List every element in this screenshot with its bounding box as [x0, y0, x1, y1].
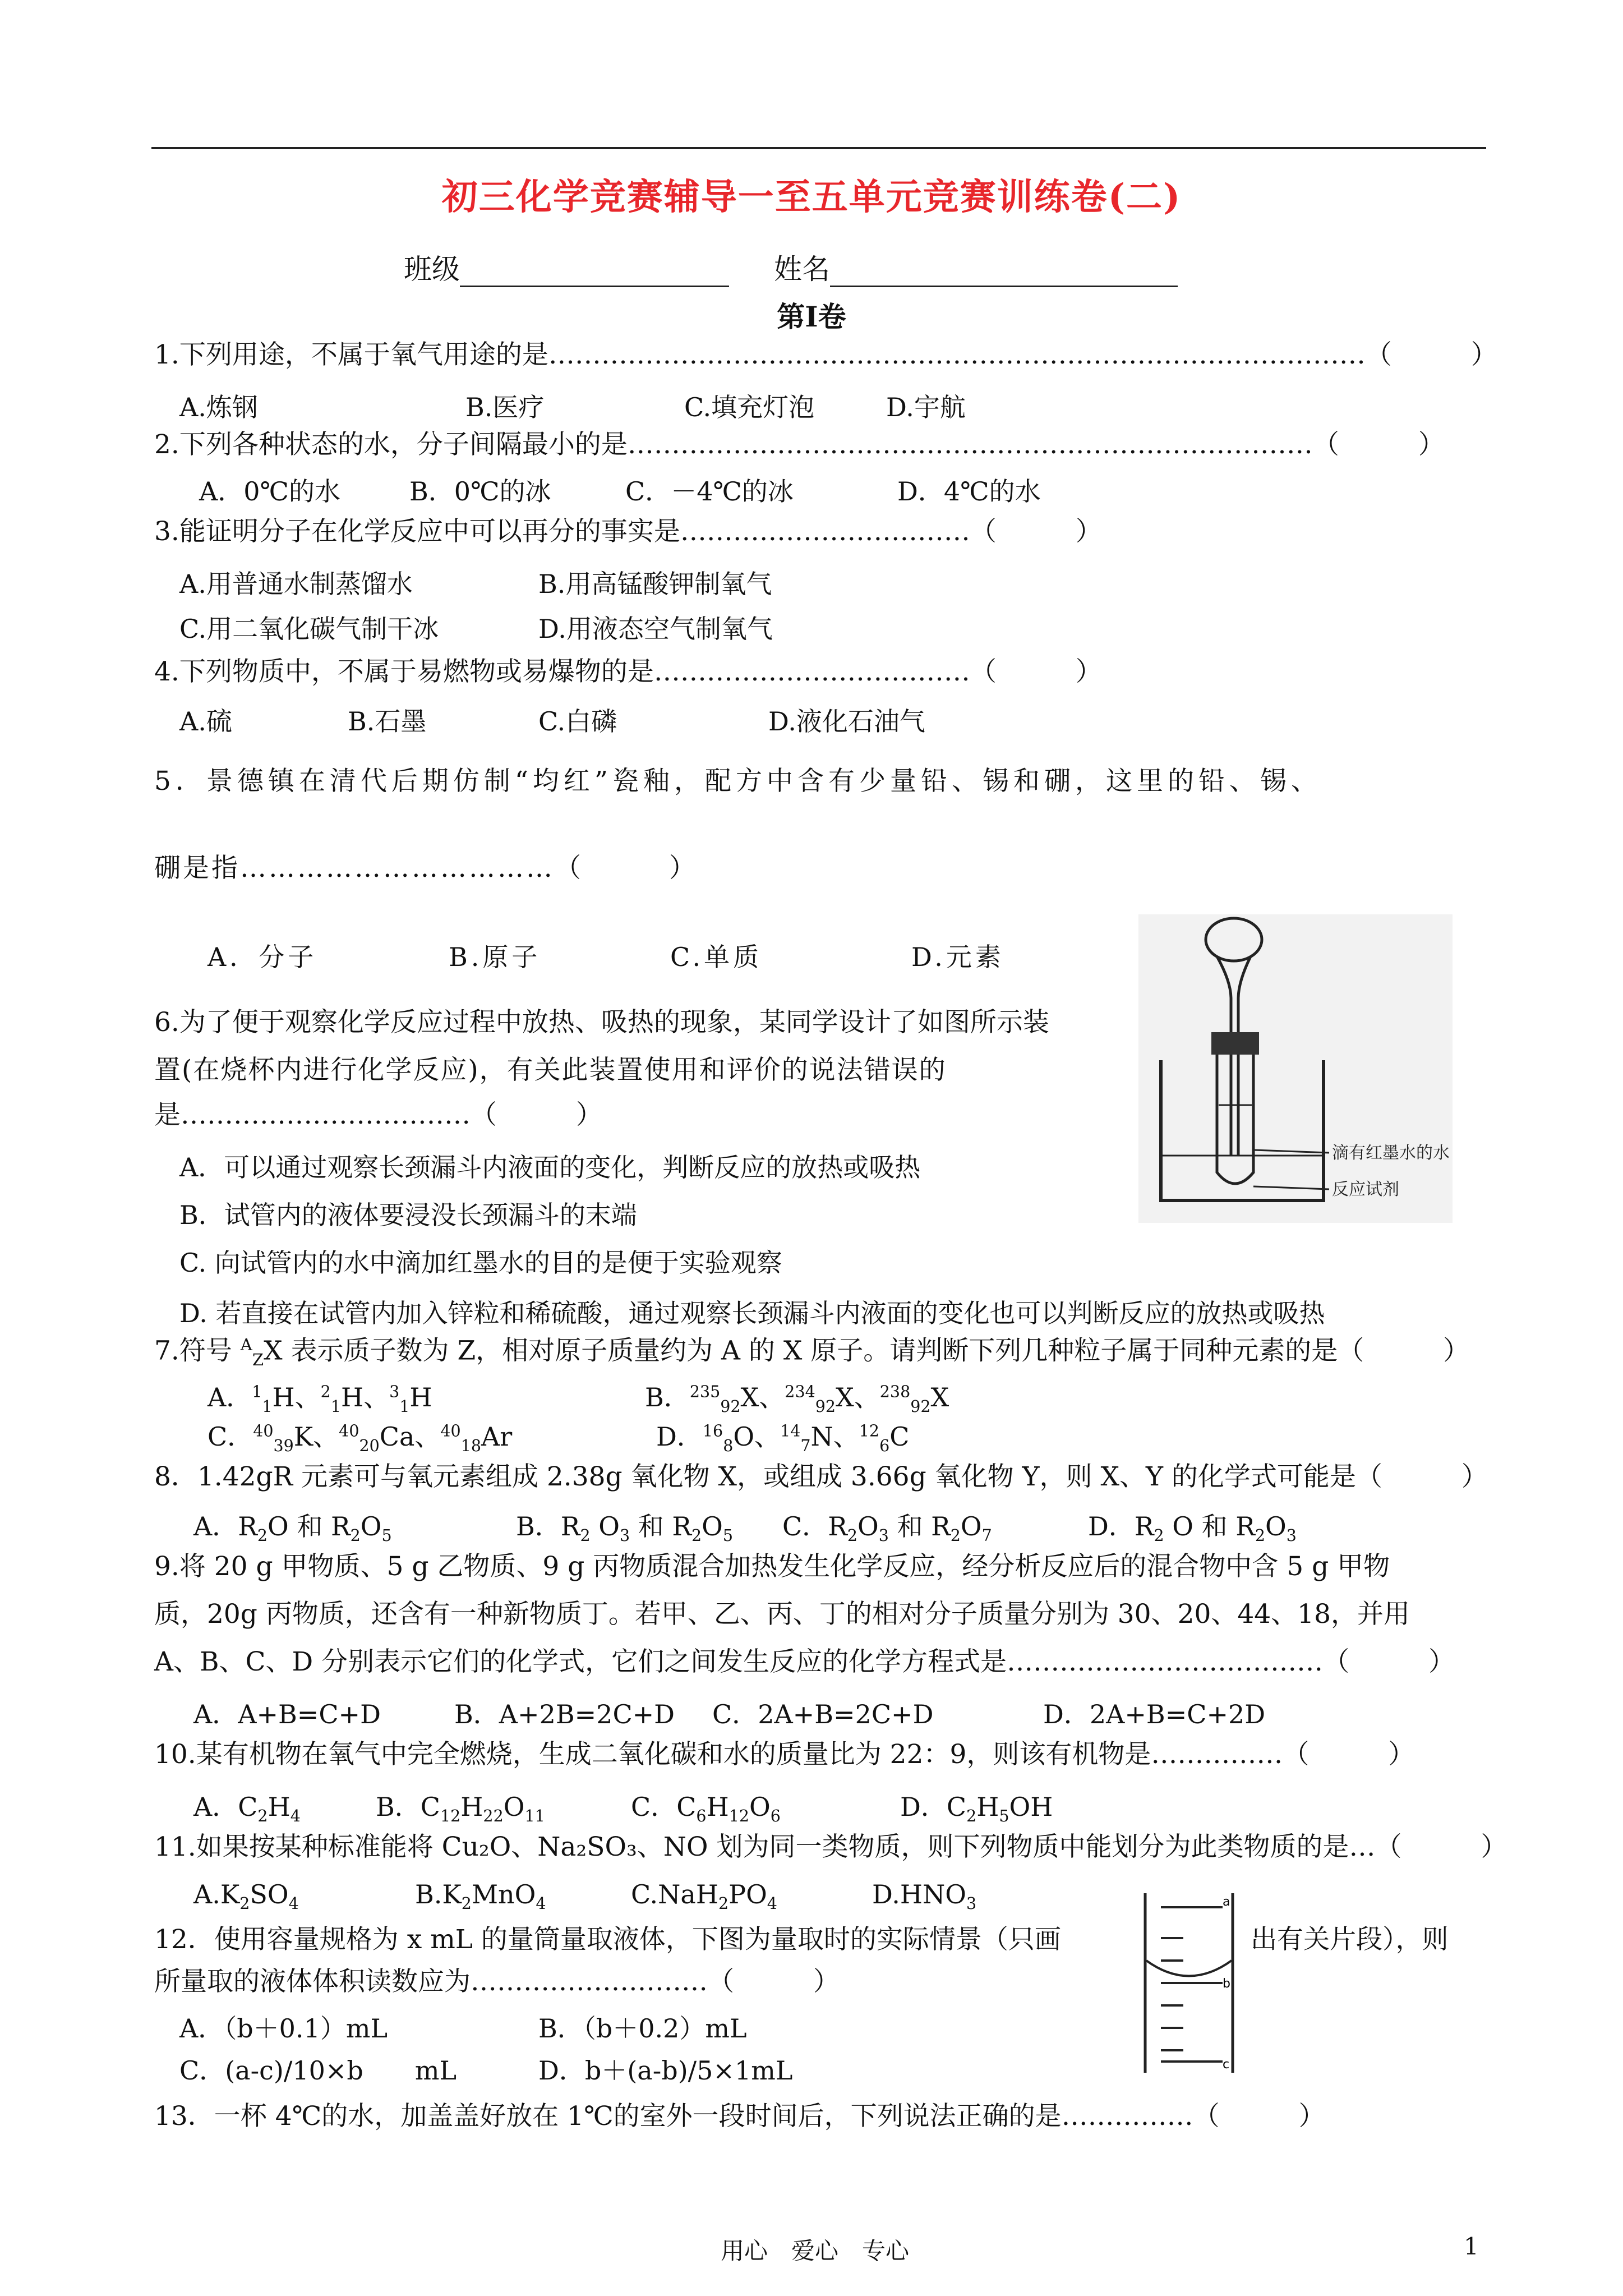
q5-stem-line2: 硼是指……………………………（ ）: [154, 853, 698, 884]
q9-stem-line3: A、B、C、D 分别表示它们的化学式，它们之间发生反应的化学方程式是………………………………（ ）: [154, 1646, 1455, 1677]
q10-option-a: A．$C_2H_4$: [193, 1792, 301, 1826]
q4-option-a: A.硫: [179, 706, 232, 737]
top-rule: [151, 147, 1486, 149]
q2-option-c: C．－4℃的冰: [625, 476, 794, 507]
cylinder-figure: [1138, 1893, 1251, 2078]
q1-option-d: D.宇航: [886, 392, 966, 422]
q12-option-d: D．b＋(a-b)/5×1mL: [538, 2055, 793, 2086]
q1-option-b: B.医疗: [465, 392, 545, 422]
fig-label-reagent: 反应试剂: [1332, 1180, 1399, 1199]
q12-option-c: C．(a-c)/10×b mL: [179, 2055, 457, 2086]
q3-option-c: C.用二氧化碳气制干冰: [179, 614, 439, 644]
q8-option-d: D．$R_2$ O 和 $R_2O_3$: [1088, 1511, 1297, 1545]
q10-option-d: D．$C_2H_5OH$: [900, 1792, 1053, 1826]
footer-motto: 用心 爱心 专心: [721, 2237, 910, 2265]
q10-option-c: C．$C_6H_{12}O_6$: [631, 1792, 781, 1826]
q4-option-c: C.白磷: [538, 706, 617, 737]
q6-option-d: D. 若直接在试管内加入锌粒和稀硫酸，通过观察长颈漏斗内液面的变化也可以判断反应的放热或吸热: [179, 1298, 1325, 1328]
fig-label-water: 滴有红墨水的水: [1332, 1143, 1450, 1163]
q7-stem-pre: 7.符号: [154, 1335, 232, 1366]
cylinder-drawing: [1138, 1893, 1251, 2078]
q5-option-c: C.单质: [670, 942, 763, 972]
q5-option-a: A．分子: [208, 942, 317, 972]
q9-stem-line1: 9.将 20 g 甲物质、5 g 乙物质、9 g 丙物质混合加热发生化学反应，经分析反应后的混合物中含 5 g 甲物: [154, 1551, 1390, 1582]
q11-option-b: $B.K_2MnO_4$: [415, 1879, 546, 1913]
q7-option-c: C．$^{40}_{39}$K、$^{40}_{20}$Ca、$^{40}_{18}$Ar: [208, 1421, 513, 1456]
q5-option-b: B.原子: [449, 942, 541, 972]
page-title: 初三化学竞赛辅导一至五单元竞赛训练卷(二): [441, 176, 1182, 218]
page-number: 1: [1464, 2233, 1479, 2260]
q6-option-c: C. 向试管内的水中滴加红墨水的目的是便于实验观察: [179, 1248, 782, 1278]
cyl-mark-a: a: [1223, 1895, 1230, 1909]
q3-option-a: A.用普通水制蒸馏水: [179, 569, 413, 599]
q11-option-a: $A.K_2SO_4$: [193, 1879, 299, 1913]
q2-stem: 2.下列各种状态的水，分子间隔最小的是……………………………………………………………………（ ）: [154, 429, 1445, 460]
q9-option-c: C．2A+B=2C+D: [712, 1699, 934, 1729]
q4-stem: 4.下列物质中，不属于易燃物或易爆物的是………………………………（ ）: [154, 656, 1102, 687]
q1-option-c: C.填充灯泡: [684, 392, 815, 422]
name-field: [774, 247, 1178, 287]
q12-option-a: A．（b＋0.1）mL: [179, 2013, 388, 2044]
q7-stem: 7.符号 $^A_Z$X 表示质子数为 Z，相对原子质量约为 A 的 X 原子。请判断下列几种粒子属于同种元素的是（ ）: [154, 1335, 1470, 1370]
q2-option-a: A．0℃的水: [199, 476, 340, 507]
q13-stem: 13．一杯 4℃的水，加盖盖好放在 1℃的室外一段时间后，下列说法正确的是……………（ ）: [154, 2101, 1325, 2132]
q12-option-b: B．（b＋0.2）mL: [538, 2013, 747, 2044]
q6-option-b: B．试管内的液体要浸没长颈漏斗的末端: [179, 1200, 637, 1230]
q7-option-a: A．$^1_1$H、$^2_1$H、$^3_1$H: [208, 1382, 432, 1416]
q11-option-d: $D.HNO_3$: [872, 1879, 977, 1913]
q9-option-b: B．A+2B=2C+D: [454, 1699, 675, 1729]
q10-option-b: B．$C_{12}H_{22}O_{11}$: [376, 1792, 545, 1826]
q3-option-d: D.用液态空气制氧气: [538, 614, 773, 644]
apparatus-drawing: [1138, 914, 1453, 1223]
q3-option-b: B.用高锰酸钾制氧气: [538, 569, 772, 599]
name-blank: [830, 257, 1178, 287]
class-blank: [460, 257, 729, 287]
q10-stem: 10.某有机物在氧气中完全燃烧，生成二氧化碳和水的质量比为 22：9，则该有机物是……………（ ）: [154, 1739, 1415, 1770]
q5-stem-line1: 5．景德镇在清代后期仿制“均红”瓷釉，配方中含有少量铅、锡和硼，这里的铅、锡、: [154, 766, 1322, 797]
q9-stem-line2: 质，20g 丙物质，还含有一种新物质丁。若甲、乙、丙、丁的相对分子质量分别为 30、20、44、18，并用: [154, 1599, 1410, 1630]
q7-option-d: D．$^{16}_8$O、$^{14}_7$N、$^{12}_6$C: [656, 1421, 910, 1456]
cyl-mark-b: b: [1223, 1977, 1230, 1991]
name-label: 姓名: [774, 253, 830, 286]
q1-stem: 1.下列用途，不属于氧气用途的是…………………………………………………………………………………（ ）: [154, 339, 1497, 370]
q8-option-c: C．$R_2O_3$ 和 $R_2O_7$: [782, 1511, 992, 1545]
cyl-mark-c: c: [1223, 2058, 1230, 2072]
q4-option-d: D.液化石油气: [768, 706, 925, 737]
q1-option-a: A.炼钢: [179, 392, 258, 422]
q7-stem-post: 表示质子数为 Z，相对原子质量约为 A 的 X 原子。请判断下列几种粒子属于同种元素的是（ ）: [291, 1335, 1470, 1366]
q11-option-c: $C.NaH_2PO_4$: [631, 1879, 777, 1913]
q12-stem-line1a: 12．使用容量规格为 x mL 的量筒量取液体，下图为量取时的实际情景（只画: [154, 1924, 1061, 1955]
volume-heading: 第Ⅰ卷: [777, 300, 846, 333]
q8-stem: 8．1.42gR 元素可与氧元素组成 2.38g 氧化物 X，或组成 3.66g 氧化物 Y，则 X、Y 的化学式可能是（ ）: [154, 1461, 1488, 1492]
q8-option-a: A．$R_2O$ 和 $R_2O_5$: [193, 1511, 392, 1545]
q12-stem-line1b: 出有关片段），则: [1251, 1924, 1449, 1955]
q3-stem: 3.能证明分子在化学反应中可以再分的事实是……………………………（ ）: [154, 516, 1102, 547]
q6-stem-line3: 是……………………………（ ）: [154, 1099, 602, 1130]
apparatus-figure: [1138, 914, 1453, 1223]
q2-option-b: B．0℃的冰: [409, 476, 551, 507]
q6-stem-line2: 置(在烧杯内进行化学反应)，有关此装置使用和评价的说法错误的: [154, 1055, 947, 1085]
q12-stem-line2: 所量取的液体体积读数应为………………………（ ）: [154, 1966, 840, 1997]
q9-option-a: A．A+B=C+D: [193, 1699, 381, 1729]
q11-stem: 11.如果按某种标准能将 Cu₂O、Na₂SO₃、NO 划为同一类物质，则下列物质中能划分为此类物质的是…（ ）: [154, 1832, 1507, 1862]
q2-option-d: D．4℃的水: [897, 476, 1041, 507]
q8-option-b: B．$R_2$ $O_3$ 和 $R_2O_5$: [516, 1511, 734, 1545]
q9-option-d: D．2A+B=C+2D: [1043, 1699, 1266, 1729]
q4-option-b: B.石墨: [348, 706, 427, 737]
class-field: [404, 247, 729, 287]
q5-option-d: D.元素: [911, 942, 1004, 972]
class-label: 班级: [404, 253, 460, 286]
q7-option-b: B．$^{235}_{92}$X、$^{234}_{92}$X、$^{238}_{92}$X: [645, 1382, 949, 1416]
q6-stem-line1: 6.为了便于观察化学反应过程中放热、吸热的现象，某同学设计了如图所示装: [154, 1007, 1049, 1038]
q6-option-a: A．可以通过观察长颈漏斗内液面的变化，判断反应的放热或吸热: [179, 1152, 921, 1182]
